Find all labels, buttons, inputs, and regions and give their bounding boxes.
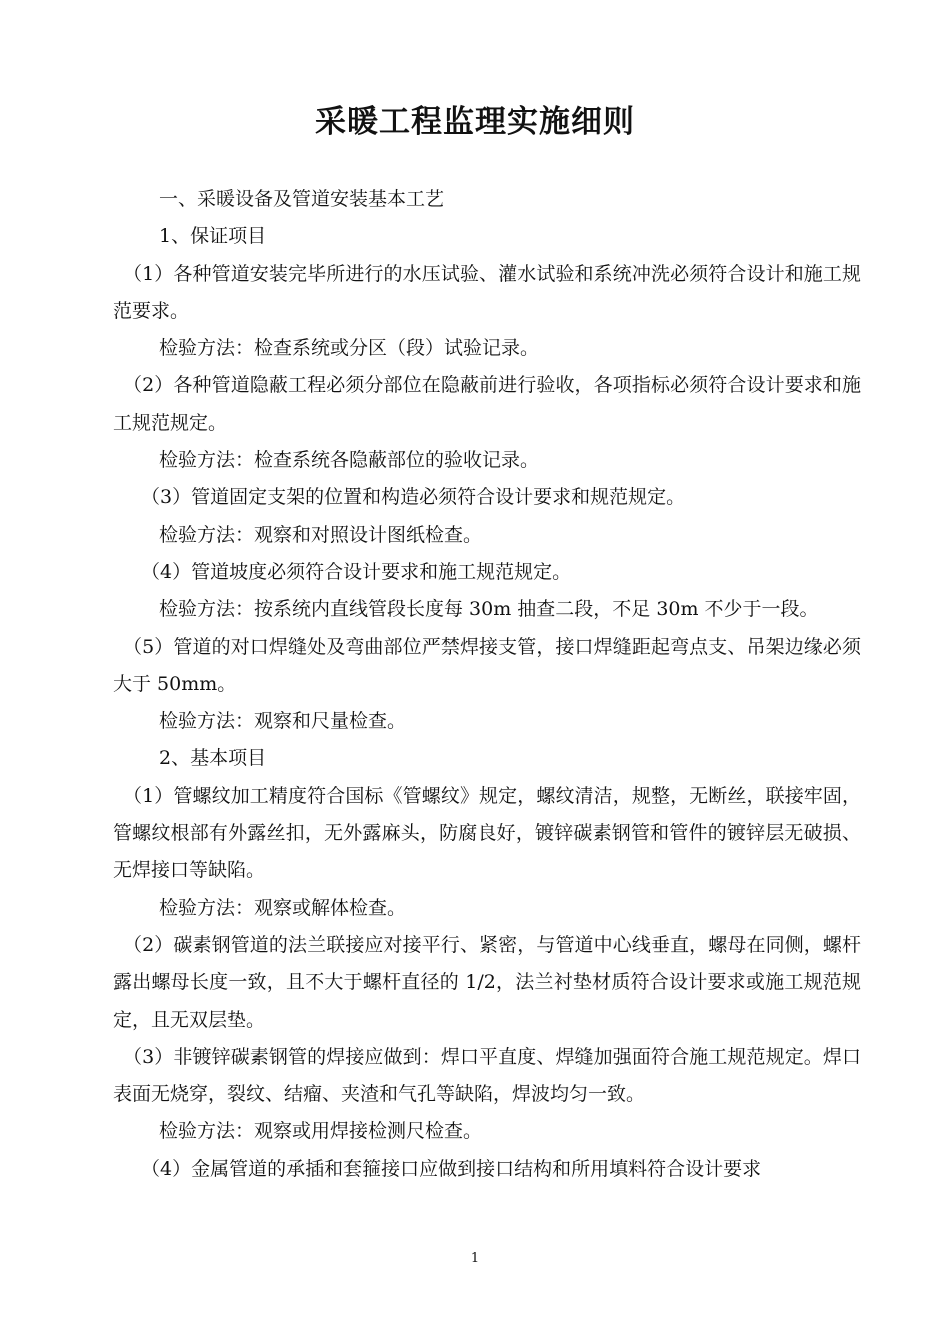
paragraph: （2）碳素钢管道的法兰联接应对接平行、紧密，与管道中心线垂直，螺母在同侧，螺杆露出螺母长度一致，且不大于螺杆直径的 1/2，法兰衬垫材质符合设计要求或施工规范规定，且无双层垫。 [113,933,861,1031]
document-body [113,181,861,1188]
subsection-heading: 1、保证项目 [159,225,267,248]
inspection-method: 检验方法：按系统内直线管段长度每 30m 抽查二段，不足 30m 不少于一段。 [159,598,819,621]
inspection-method: 检验方法：检查系统或分区（段）试验记录。 [159,337,540,360]
inspection-method: 检验方法：观察和尺量检查。 [159,710,407,733]
paragraph: （2）各种管道隐蔽工程必须分部位在隐蔽前进行验收，各项指标必须符合设计要求和施工规范规定。 [113,374,861,434]
paragraph: （3）非镀锌碳素钢管的焊接应做到：焊口平直度、焊缝加强面符合施工规范规定。焊口表面无烧穿，裂纹、结瘤、夹渣和气孔等缺陷，焊波均匀一致。 [113,1045,861,1106]
paragraph: （4）金属管道的承插和套箍接口应做到接口结构和所用填料符合设计要求 [141,1157,762,1180]
inspection-method: 检验方法：观察或解体检查。 [159,896,407,919]
paragraph: （4）管道坡度必须符合设计要求和施工规范规定。 [141,560,572,583]
document-title: 采暖工程监理实施细则 [315,104,635,140]
section-heading: 一、采暖设备及管道安装基本工艺 [159,188,445,210]
subsection-heading: 2、基本项目 [159,747,267,770]
inspection-method: 检验方法：观察或用焊接检测尺检查。 [159,1120,483,1143]
paragraph: （3）管道固定支架的位置和构造必须符合设计要求和规范规定。 [141,486,686,509]
inspection-method: 检验方法：观察和对照设计图纸检查。 [159,523,483,546]
paragraph: （1）管螺纹加工精度符合国标《管螺纹》规定，螺纹清洁，规整，无断丝，联接牢固，管螺纹根部有外露丝扣，无外露麻头，防腐良好，镀锌碳素钢管和管件的镀锌层无破损、无焊接口等缺陷。 [113,784,861,882]
paragraph: （1）各种管道安装完毕所进行的水压试验、灌水试验和系统冲洗必须符合设计和施工规范要求。 [113,262,861,322]
inspection-method: 检验方法：检查系统各隐蔽部位的验收记录。 [159,449,540,472]
paragraph: （5）管道的对口焊缝处及弯曲部位严禁焊接支管，接口焊缝距起弯点支、吊架边缘必须大于 50mm。 [113,635,861,695]
page-number: 1 [470,1251,480,1266]
